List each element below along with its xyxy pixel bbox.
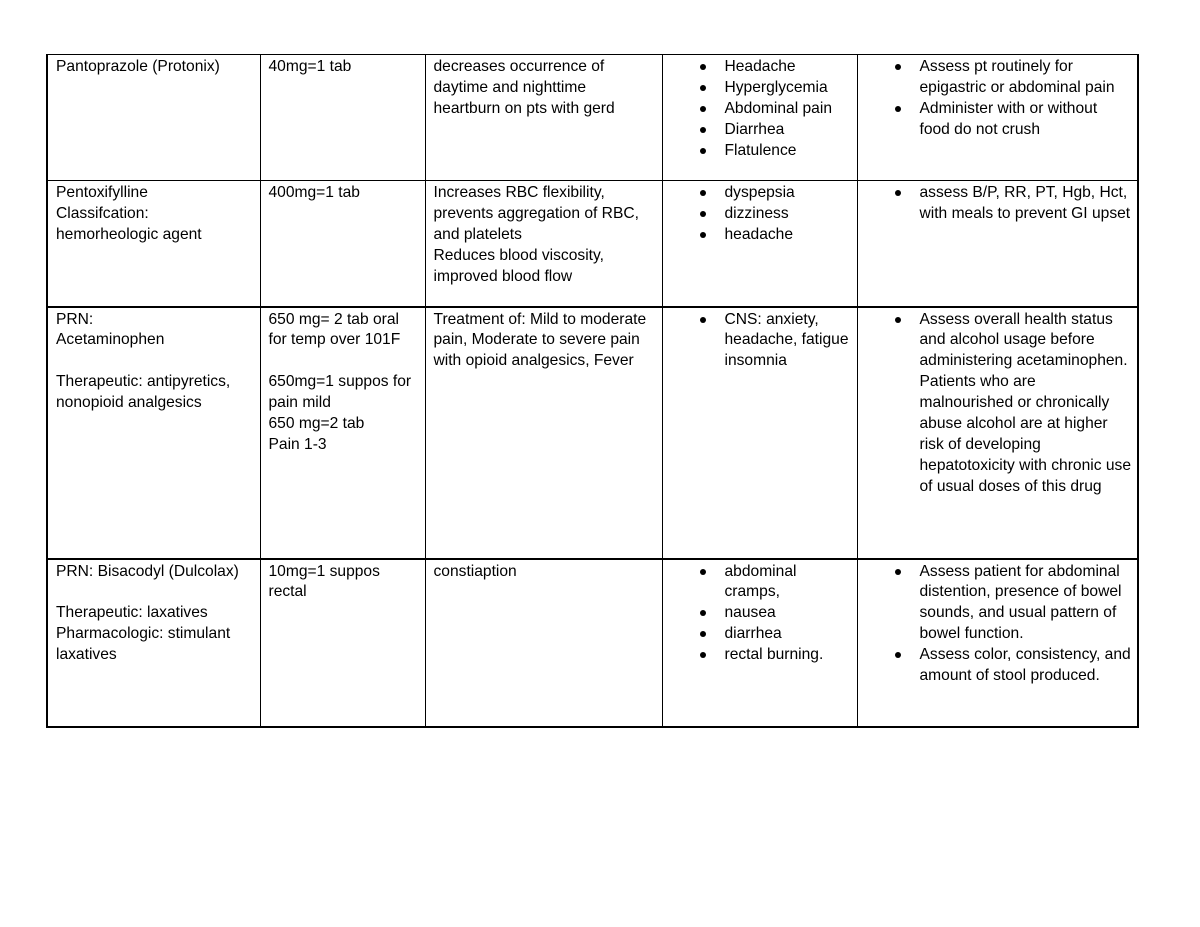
side-effect-item <box>671 183 851 204</box>
nursing-text: Assess color, consistency, and amount of stool produced. <box>919 646 1131 685</box>
nursing-cell <box>857 181 1138 307</box>
bullet-icon <box>700 64 706 70</box>
nursing-text: assess B/P, RR, PT, Hgb, Hct, with meals to prevent GI upset <box>919 184 1131 222</box>
side-effect-text: Abdominal pain <box>724 99 832 117</box>
nursing-text: Administer with or without food do not crush <box>919 99 1098 138</box>
bullet-icon <box>700 631 706 637</box>
bullet-icon <box>700 317 706 323</box>
dose-text: 650mg=1 suppos for pain mild <box>268 373 412 412</box>
bullet-icon <box>895 569 901 575</box>
nursing-item <box>866 310 1132 498</box>
side-effects-list <box>671 183 851 246</box>
nursing-cell <box>857 559 1138 727</box>
side-effect-text: nausea <box>724 604 776 622</box>
side-effect-text: rectal burning. <box>724 646 824 664</box>
bullet-icon <box>700 652 706 658</box>
nursing-list <box>866 57 1132 141</box>
drug-name-cell <box>47 55 260 181</box>
nursing-text: Assess pt routinely for epigastric or abdominal pain <box>919 58 1115 96</box>
drug-name-cell <box>47 181 260 307</box>
drug-name-cell <box>47 307 260 559</box>
side-effect-text: abdominal cramps, <box>724 562 797 601</box>
nursing-text: Assess overall health status and alcohol usage before administering acetaminophen. Patients who are malnourished or chronically abuse alcohol are at higher risk of developing hepatotoxicity with chronic use of usual doses of this drug <box>919 310 1131 495</box>
side-effects-list <box>671 57 851 162</box>
bullet-icon <box>700 127 706 133</box>
side-effect-text: Headache <box>724 58 796 75</box>
action-cell <box>425 55 662 181</box>
nursing-item <box>866 183 1132 225</box>
bullet-icon <box>700 232 706 238</box>
side-effect-item <box>671 603 851 624</box>
side-effect-item <box>671 120 851 141</box>
side-effect-item <box>671 141 851 162</box>
bullet-icon <box>700 85 706 91</box>
nursing-list <box>866 310 1132 498</box>
drug-class-text: Pharmacologic: stimulant laxatives <box>56 625 231 664</box>
side-effect-item <box>671 562 851 604</box>
drug-name-cell <box>47 559 260 727</box>
nursing-list <box>866 183 1132 225</box>
bullet-icon <box>895 190 901 196</box>
drug-name-text: Pentoxifylline <box>56 184 148 201</box>
bullet-icon <box>895 317 901 323</box>
side-effect-item <box>671 624 851 645</box>
drug-class-text: Therapeutic: antipyretics, nonopioid analgesics <box>56 373 231 412</box>
side-effect-text: Flatulence <box>724 141 797 159</box>
drug-name-text: Pantoprazole (Protonix) <box>56 58 220 75</box>
side-effect-item <box>671 57 851 78</box>
prn-label: PRN: <box>56 310 94 328</box>
action-cell <box>425 559 662 727</box>
nursing-text: Assess patient for abdominal distention, presence of bowel sounds, and usual pattern of bowel function. <box>919 562 1122 643</box>
nursing-cell <box>857 55 1138 181</box>
table-row-pantoprazole <box>47 55 1138 181</box>
side-effect-item <box>671 310 851 373</box>
side-effects-cell <box>662 55 857 181</box>
table-row-pentoxifylline <box>47 181 1138 307</box>
action-text: constiaption <box>433 562 517 580</box>
nursing-item <box>866 99 1132 141</box>
bullet-icon <box>700 610 706 616</box>
dose-cell <box>260 559 425 727</box>
side-effect-text: dizziness <box>724 204 789 222</box>
dose-text: 10mg=1 suppos rectal <box>268 562 380 601</box>
table-row-acetaminophen <box>47 307 1138 559</box>
nursing-list <box>866 562 1132 687</box>
bullet-icon <box>700 148 706 154</box>
action-text: Increases RBC flexibility, prevents aggregation of RBC, and platelets <box>433 184 639 243</box>
side-effect-item <box>671 99 851 120</box>
drug-class-text: Therapeutic: laxatives <box>56 604 208 622</box>
dose-text: Pain 1-3 <box>268 435 327 453</box>
bullet-icon <box>895 652 901 658</box>
side-effect-text: Hyperglycemia <box>724 78 828 96</box>
side-effect-text: diarrhea <box>724 625 782 643</box>
side-effect-item <box>671 78 851 99</box>
side-effect-text: CNS: anxiety, headache, fatigue insomnia <box>724 310 849 370</box>
medication-table <box>46 54 1139 728</box>
dose-cell <box>260 55 425 181</box>
side-effects-cell <box>662 181 857 307</box>
nursing-cell <box>857 307 1138 559</box>
dose-cell <box>260 181 425 307</box>
bullet-icon <box>700 569 706 575</box>
dose-text: 650 mg= 2 tab oral for temp over 101F <box>268 310 401 349</box>
nursing-item <box>866 562 1132 646</box>
action-text: decreases occurrence of daytime and nighttime heartburn on pts with gerd <box>433 58 615 117</box>
table-row-bisacodyl <box>47 559 1138 727</box>
spacer <box>56 351 254 372</box>
action-text: Treatment of: Mild to moderate pain, Moderate to severe pain with opioid analgesics, Fever <box>433 310 647 370</box>
side-effects-list <box>671 562 851 667</box>
bullet-icon <box>700 190 706 196</box>
spacer <box>269 351 419 372</box>
side-effect-item <box>671 204 851 225</box>
side-effects-list <box>671 310 851 373</box>
action-cell <box>425 181 662 307</box>
bullet-icon <box>895 106 901 112</box>
spacer <box>56 582 254 603</box>
side-effect-text: Diarrhea <box>724 120 785 138</box>
side-effect-text: dyspepsia <box>724 184 795 201</box>
drug-name-text: Acetaminophen <box>56 331 165 349</box>
dose-text: 650 mg=2 tab <box>268 415 365 433</box>
action-cell <box>425 307 662 559</box>
bullet-icon <box>895 64 901 70</box>
nursing-item <box>866 57 1132 99</box>
side-effects-cell <box>662 559 857 727</box>
side-effects-cell <box>662 307 857 559</box>
nursing-item <box>866 645 1132 687</box>
dose-text: 400mg=1 tab <box>268 184 360 201</box>
drug-class-text: Classifcation: hemorheologic agent <box>56 204 202 243</box>
action-text: Reduces blood viscosity, improved blood flow <box>433 246 604 285</box>
side-effect-item <box>671 645 851 666</box>
bullet-icon <box>700 106 706 112</box>
dose-cell <box>260 307 425 559</box>
side-effect-text: headache <box>724 225 794 243</box>
side-effect-item <box>671 225 851 246</box>
bullet-icon <box>700 211 706 217</box>
drug-name-text: PRN: Bisacodyl (Dulcolax) <box>56 562 239 580</box>
dose-text: 40mg=1 tab <box>268 58 352 75</box>
